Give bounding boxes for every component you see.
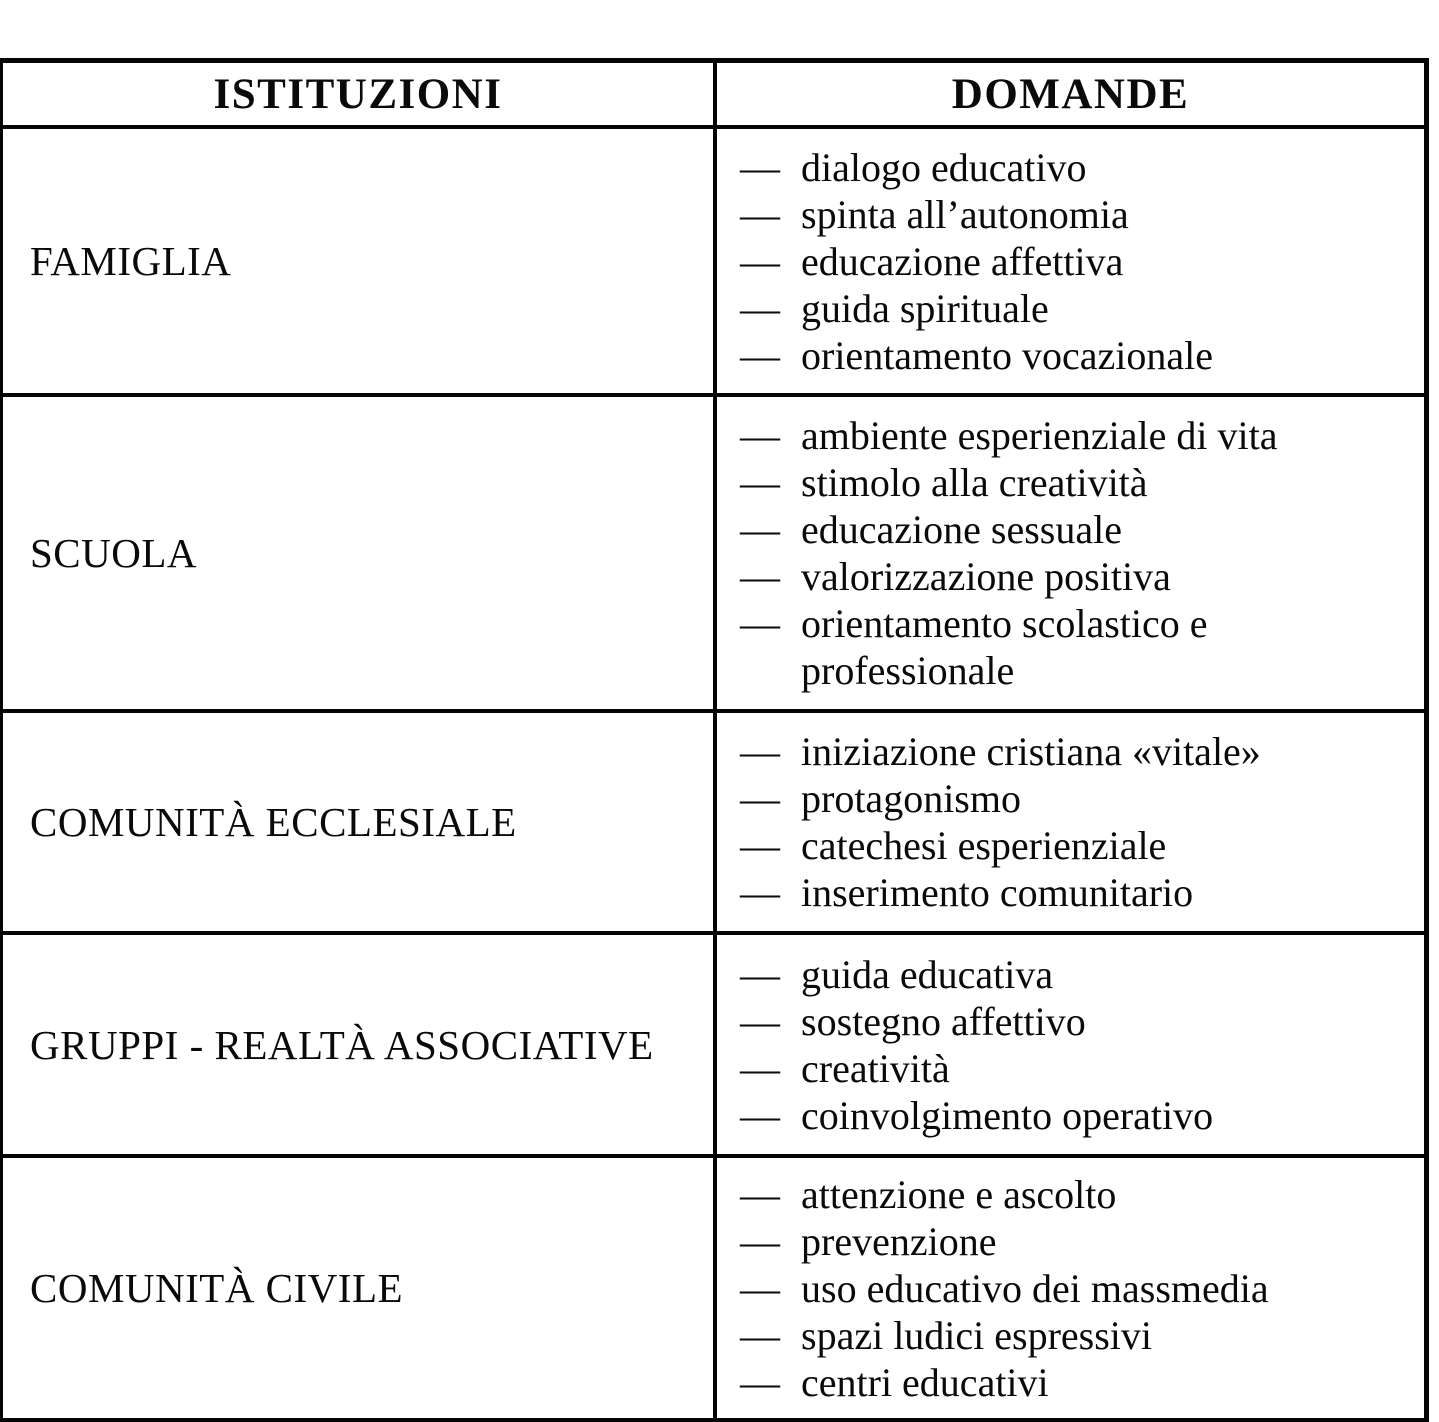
demand-item: [740, 1359, 1416, 1406]
demand-text: spinta all’autonomia: [801, 191, 1129, 237]
demand-item: [740, 951, 1416, 998]
dash-bullet: —: [740, 951, 780, 997]
dash-bullet: —: [740, 1312, 780, 1358]
column-header-istituzioni: ISTITUZIONI: [3, 63, 717, 129]
demand-text: iniziazione cristiana «vitale»: [801, 729, 1261, 774]
institution-label: SCUOLA: [30, 530, 198, 576]
demand-text: creatività: [801, 1045, 950, 1091]
demand-text: centri educativi: [801, 1359, 1049, 1405]
dash-bullet: —: [740, 1092, 780, 1138]
dash-bullet: —: [740, 776, 780, 821]
institution-label: FAMIGLIA: [30, 238, 232, 284]
demand-text: protagonismo: [801, 776, 1021, 821]
demand-item: [740, 1218, 1416, 1265]
demand-item: [740, 285, 1416, 332]
dash-bullet: —: [740, 1045, 780, 1091]
institution-cell: [3, 397, 717, 713]
istituzioni-domande-table: [0, 58, 1429, 1422]
demand-text: inserimento comunitario: [801, 870, 1194, 915]
demand-item: [740, 412, 1416, 459]
dash-bullet: —: [740, 1218, 780, 1264]
dash-bullet: —: [740, 1359, 780, 1405]
institution-cell: [3, 713, 717, 935]
dash-bullet: —: [740, 191, 780, 237]
dash-bullet: —: [740, 823, 780, 868]
dash-bullet: —: [740, 285, 780, 331]
demand-item: [740, 1312, 1416, 1359]
demand-item: [740, 506, 1416, 553]
demand-item: [740, 332, 1416, 379]
demand-item: [740, 728, 1416, 775]
demand-item: [740, 822, 1416, 869]
demand-text: uso educativo dei massmedia: [801, 1265, 1269, 1311]
demand-item: [740, 998, 1416, 1045]
demand-text: attenzione e ascolto: [801, 1171, 1117, 1217]
demand-item: [740, 144, 1416, 191]
dash-bullet: —: [740, 460, 780, 505]
dash-bullet: —: [740, 870, 780, 915]
demand-item: [740, 1045, 1416, 1092]
demand-text: spazi ludici espressivi: [801, 1312, 1153, 1358]
institution-cell: [3, 1158, 717, 1418]
demand-item: [740, 1092, 1416, 1139]
demand-text: sostegno affettivo: [801, 998, 1086, 1044]
demand-text: educazione sessuale: [801, 507, 1122, 552]
demand-text: stimolo alla creatività: [801, 460, 1148, 505]
demand-item: [740, 869, 1416, 916]
demands-cell: [717, 1158, 1424, 1418]
institution-label: COMUNITÀ CIVILE: [30, 1265, 404, 1311]
demand-text: orientamento scolastico e professionale: [801, 601, 1208, 693]
dash-bullet: —: [740, 144, 780, 190]
demand-text: orientamento vocazionale: [801, 332, 1214, 378]
demand-text: valorizzazione positiva: [801, 554, 1171, 599]
dash-bullet: —: [740, 729, 780, 774]
demand-text: ambiente esperienziale di vita: [801, 413, 1278, 458]
dash-bullet: —: [740, 554, 780, 599]
demand-text: guida educativa: [801, 951, 1054, 997]
demand-item: [740, 600, 1416, 694]
demand-item: [740, 191, 1416, 238]
demands-cell: [717, 713, 1424, 935]
institution-label: GRUPPI - REALTÀ ASSOCIATIVE: [30, 1021, 654, 1068]
institution-cell: [3, 129, 717, 397]
demand-item: [740, 775, 1416, 822]
demand-item: [740, 1171, 1416, 1218]
demand-item: [740, 1265, 1416, 1312]
demands-cell: [717, 935, 1424, 1158]
demand-text: guida spirituale: [801, 285, 1049, 331]
dash-bullet: —: [740, 507, 780, 552]
demand-text: coinvolgimento operativo: [801, 1092, 1214, 1138]
demand-item: [740, 553, 1416, 600]
dash-bullet: —: [740, 413, 780, 458]
institution-label: COMUNITÀ ECCLESIALE: [30, 799, 517, 845]
demands-cell: [717, 397, 1424, 713]
dash-bullet: —: [740, 238, 780, 284]
demand-item: [740, 459, 1416, 506]
dash-bullet: —: [740, 1171, 780, 1217]
demand-text: prevenzione: [801, 1218, 997, 1264]
column-header-domande: DOMANDE: [717, 63, 1424, 129]
demand-text: educazione affettiva: [801, 238, 1124, 284]
demand-text: catechesi esperienziale: [801, 823, 1167, 868]
dash-bullet: —: [740, 998, 780, 1044]
dash-bullet: —: [740, 601, 780, 646]
demand-item: [740, 238, 1416, 285]
demand-text: dialogo educativo: [801, 144, 1087, 190]
dash-bullet: —: [740, 1265, 780, 1311]
institution-cell: [3, 935, 717, 1158]
dash-bullet: —: [740, 332, 780, 378]
demands-cell: [717, 129, 1424, 397]
